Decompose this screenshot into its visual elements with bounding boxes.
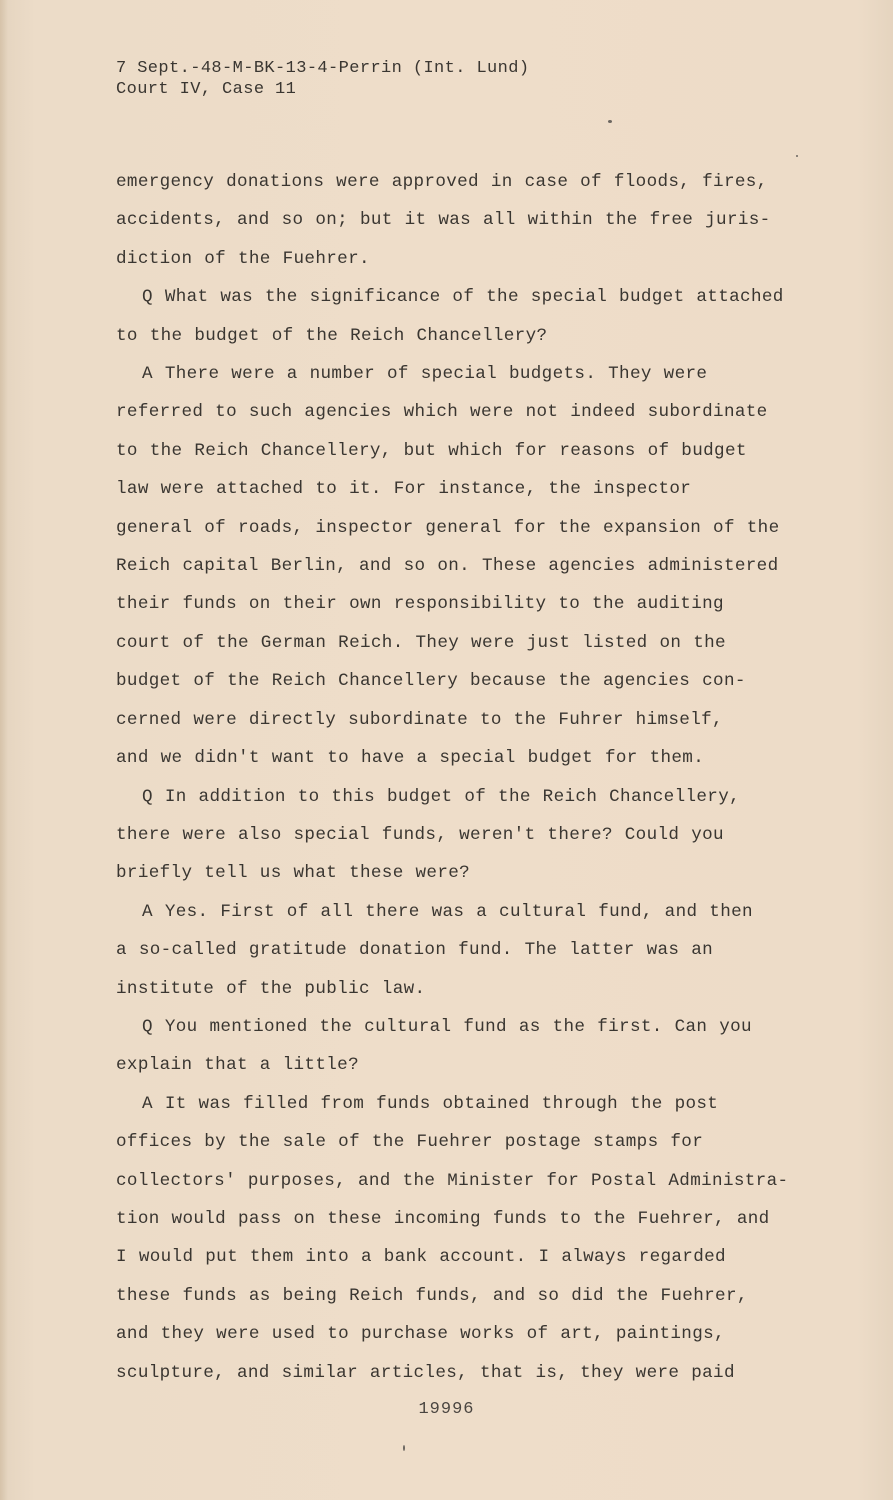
text-line: accidents, and so on; but it was all within the free juris- <box>116 210 771 231</box>
paragraph <box>116 163 836 278</box>
text-line: Q You mentioned the cultural fund as the first. Can you <box>142 1016 752 1037</box>
text-line: to the budget of the Reich Chancellery? <box>116 325 548 346</box>
text-line: Q In addition to this budget of the Reich Chancellery, <box>142 786 741 807</box>
text-line: there were also special funds, weren't there? Could you <box>116 824 724 845</box>
text-line: A Yes. First of all there was a cultural fund, and then <box>142 901 753 922</box>
text-line: general of roads, inspector general for the expansion of the <box>116 517 780 538</box>
page-number: 19996 <box>418 1400 475 1419</box>
text-line: emergency donations were approved in case of floods, fires, <box>116 172 768 192</box>
paragraph <box>116 778 836 893</box>
paper-edge <box>0 0 8 1500</box>
document-header <box>116 58 529 100</box>
text-line: referred to such agencies which were not indeed subordinate <box>116 402 768 423</box>
text-line: offices by the sale of the Fuehrer postage stamps for <box>116 1132 704 1153</box>
text-line: A There were a number of special budgets. They were <box>142 364 708 385</box>
paper-speck <box>796 155 798 157</box>
text-line: budget of the Reich Chancellery because the agencies con- <box>116 671 746 692</box>
text-line: explain that a little? <box>116 1055 359 1076</box>
text-line: I would put them into a bank account. I always regarded <box>116 1247 726 1268</box>
text-line: and they were used to purchase works of art, paintings, <box>116 1324 725 1345</box>
paragraph <box>116 1085 836 1392</box>
text-line: cerned were directly subordinate to the Fuhrer himself, <box>116 709 723 730</box>
transcript-body <box>116 163 836 1392</box>
text-line: tion would pass on these incoming funds to the Fuehrer, and <box>116 1208 770 1229</box>
text-line: their funds on their own responsibility to the auditing <box>116 594 724 615</box>
text-line: sculpture, and similar articles, that is, they were paid <box>116 1362 735 1383</box>
text-line: a so-called gratitude donation fund. The latter was an <box>116 940 714 961</box>
text-line: and we didn't want to have a special budget for them. <box>116 748 705 769</box>
paragraph <box>116 355 836 777</box>
text-line: collectors' purposes, and the Minister for Postal Administra- <box>116 1170 789 1191</box>
text-line: to the Reich Chancellery, but which for reasons of budget <box>116 440 747 461</box>
paragraph <box>116 893 836 1008</box>
text-line: briefly tell us what these were? <box>116 863 471 884</box>
text-line: institute of the public law. <box>116 978 426 999</box>
paragraph <box>116 1008 836 1085</box>
header-line-1: 7 Sept.-48-M-BK-13-4-Perrin (Int. Lund) <box>116 59 530 78</box>
text-line: diction of the Fuehrer. <box>116 248 370 269</box>
paper-speck <box>608 120 612 123</box>
text-line: Q What was the significance of the special budget attached <box>142 287 784 308</box>
paper-speck <box>403 1445 405 1451</box>
header-line-2: Court IV, Case 11 <box>116 80 297 99</box>
paragraph <box>116 278 836 355</box>
text-line: A It was filled from funds obtained through the post <box>142 1093 719 1114</box>
text-line: Reich capital Berlin, and so on. These agencies administered <box>116 556 779 577</box>
text-line: court of the German Reich. They were just listed on the <box>116 632 726 653</box>
text-line: these funds as being Reich funds, and so did the Fuehrer, <box>116 1285 748 1306</box>
text-line: law were attached to it. For instance, the inspector <box>116 479 692 500</box>
